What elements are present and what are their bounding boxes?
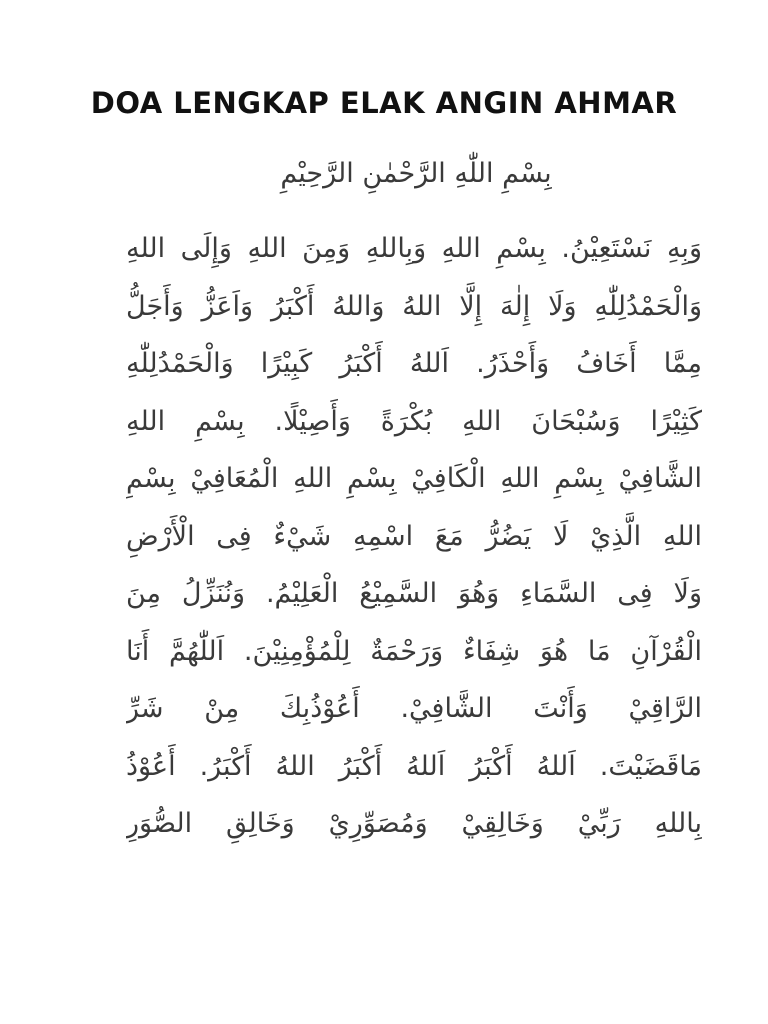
scanned-arabic-text-image bbox=[118, 138, 714, 878]
prayer-line-8: الْقُرْآنِ مَا هُوَ شِفَاءٌ وَرَحْمَةٌ لِلْمُؤْمِنِيْنَ. اَللّٰهُمَّ أَنَا bbox=[126, 635, 702, 667]
prayer-line-9: الرَّاقِيْ وَأَنْتَ الشَّافِيْ. أَعُوْذُبِكَ مِنْ شَرِّ bbox=[126, 693, 702, 724]
basmala-line: بِسْمِ اللّٰهِ الرَّحْمٰنِ الرَّحِيْمِ bbox=[280, 158, 552, 189]
prayer-line-7: وَلَا فِى السَّمَاءِ وَهُوَ السَّمِيْعُ الْعَلِيْمُ. وَنُنَزِّلُ مِنَ bbox=[126, 578, 702, 609]
prayer-line-3: مِمَّا أَخَافُ وَأَحْذَرُ. اَللهُ أَكْبَرُ كَبِيْرًا وَالْحَمْدُلِلّٰهِ bbox=[126, 348, 702, 379]
prayer-line-6: اللهِ الَّذِيْ لَا يَضُرُّ مَعَ اسْمِهِ شَيْءٌ فِى الْأَرْضِ bbox=[126, 520, 702, 552]
prayer-line-11: بِاللهِ رَبِّيْ وَخَالِقِيْ وَمُصَوِّرِيْ وَخَالِقِ الصُّوَرِ bbox=[126, 808, 702, 839]
prayer-text-block bbox=[126, 220, 702, 853]
prayer-line-4: كَثِيْرًا وَسُبْحَانَ اللهِ بُكْرَةً وَأَصِيْلًا. بِسْمِ اللهِ bbox=[126, 405, 702, 437]
prayer-line-5: الشَّافِيْ بِسْمِ اللهِ الْكَافِيْ بِسْمِ اللهِ الْمُعَافِيْ بِسْمِ bbox=[126, 463, 702, 494]
prayer-line-1: وَبِهِ نَسْتَعِيْنُ. بِسْمِ اللهِ وَبِاللهِ وَمِنَ اللهِ وَإِلَى اللهِ bbox=[126, 233, 702, 264]
prayer-line-2: وَالْحَمْدُلِلّٰهِ وَلَا إِلٰهَ إِلَّا اللهُ وَاللهُ أَكْبَرُ وَاَعَزُّ وَأَجَلُّ bbox=[126, 290, 702, 322]
prayer-line-10: مَاقَضَيْتَ. اَللهُ أَكْبَرُ اَللهُ أَكْبَرُ اللهُ أَكْبَرُ. أَعُوْذُ bbox=[126, 750, 702, 782]
document-title: DOA LENGKAP ELAK ANGIN AHMAR bbox=[90, 86, 678, 120]
